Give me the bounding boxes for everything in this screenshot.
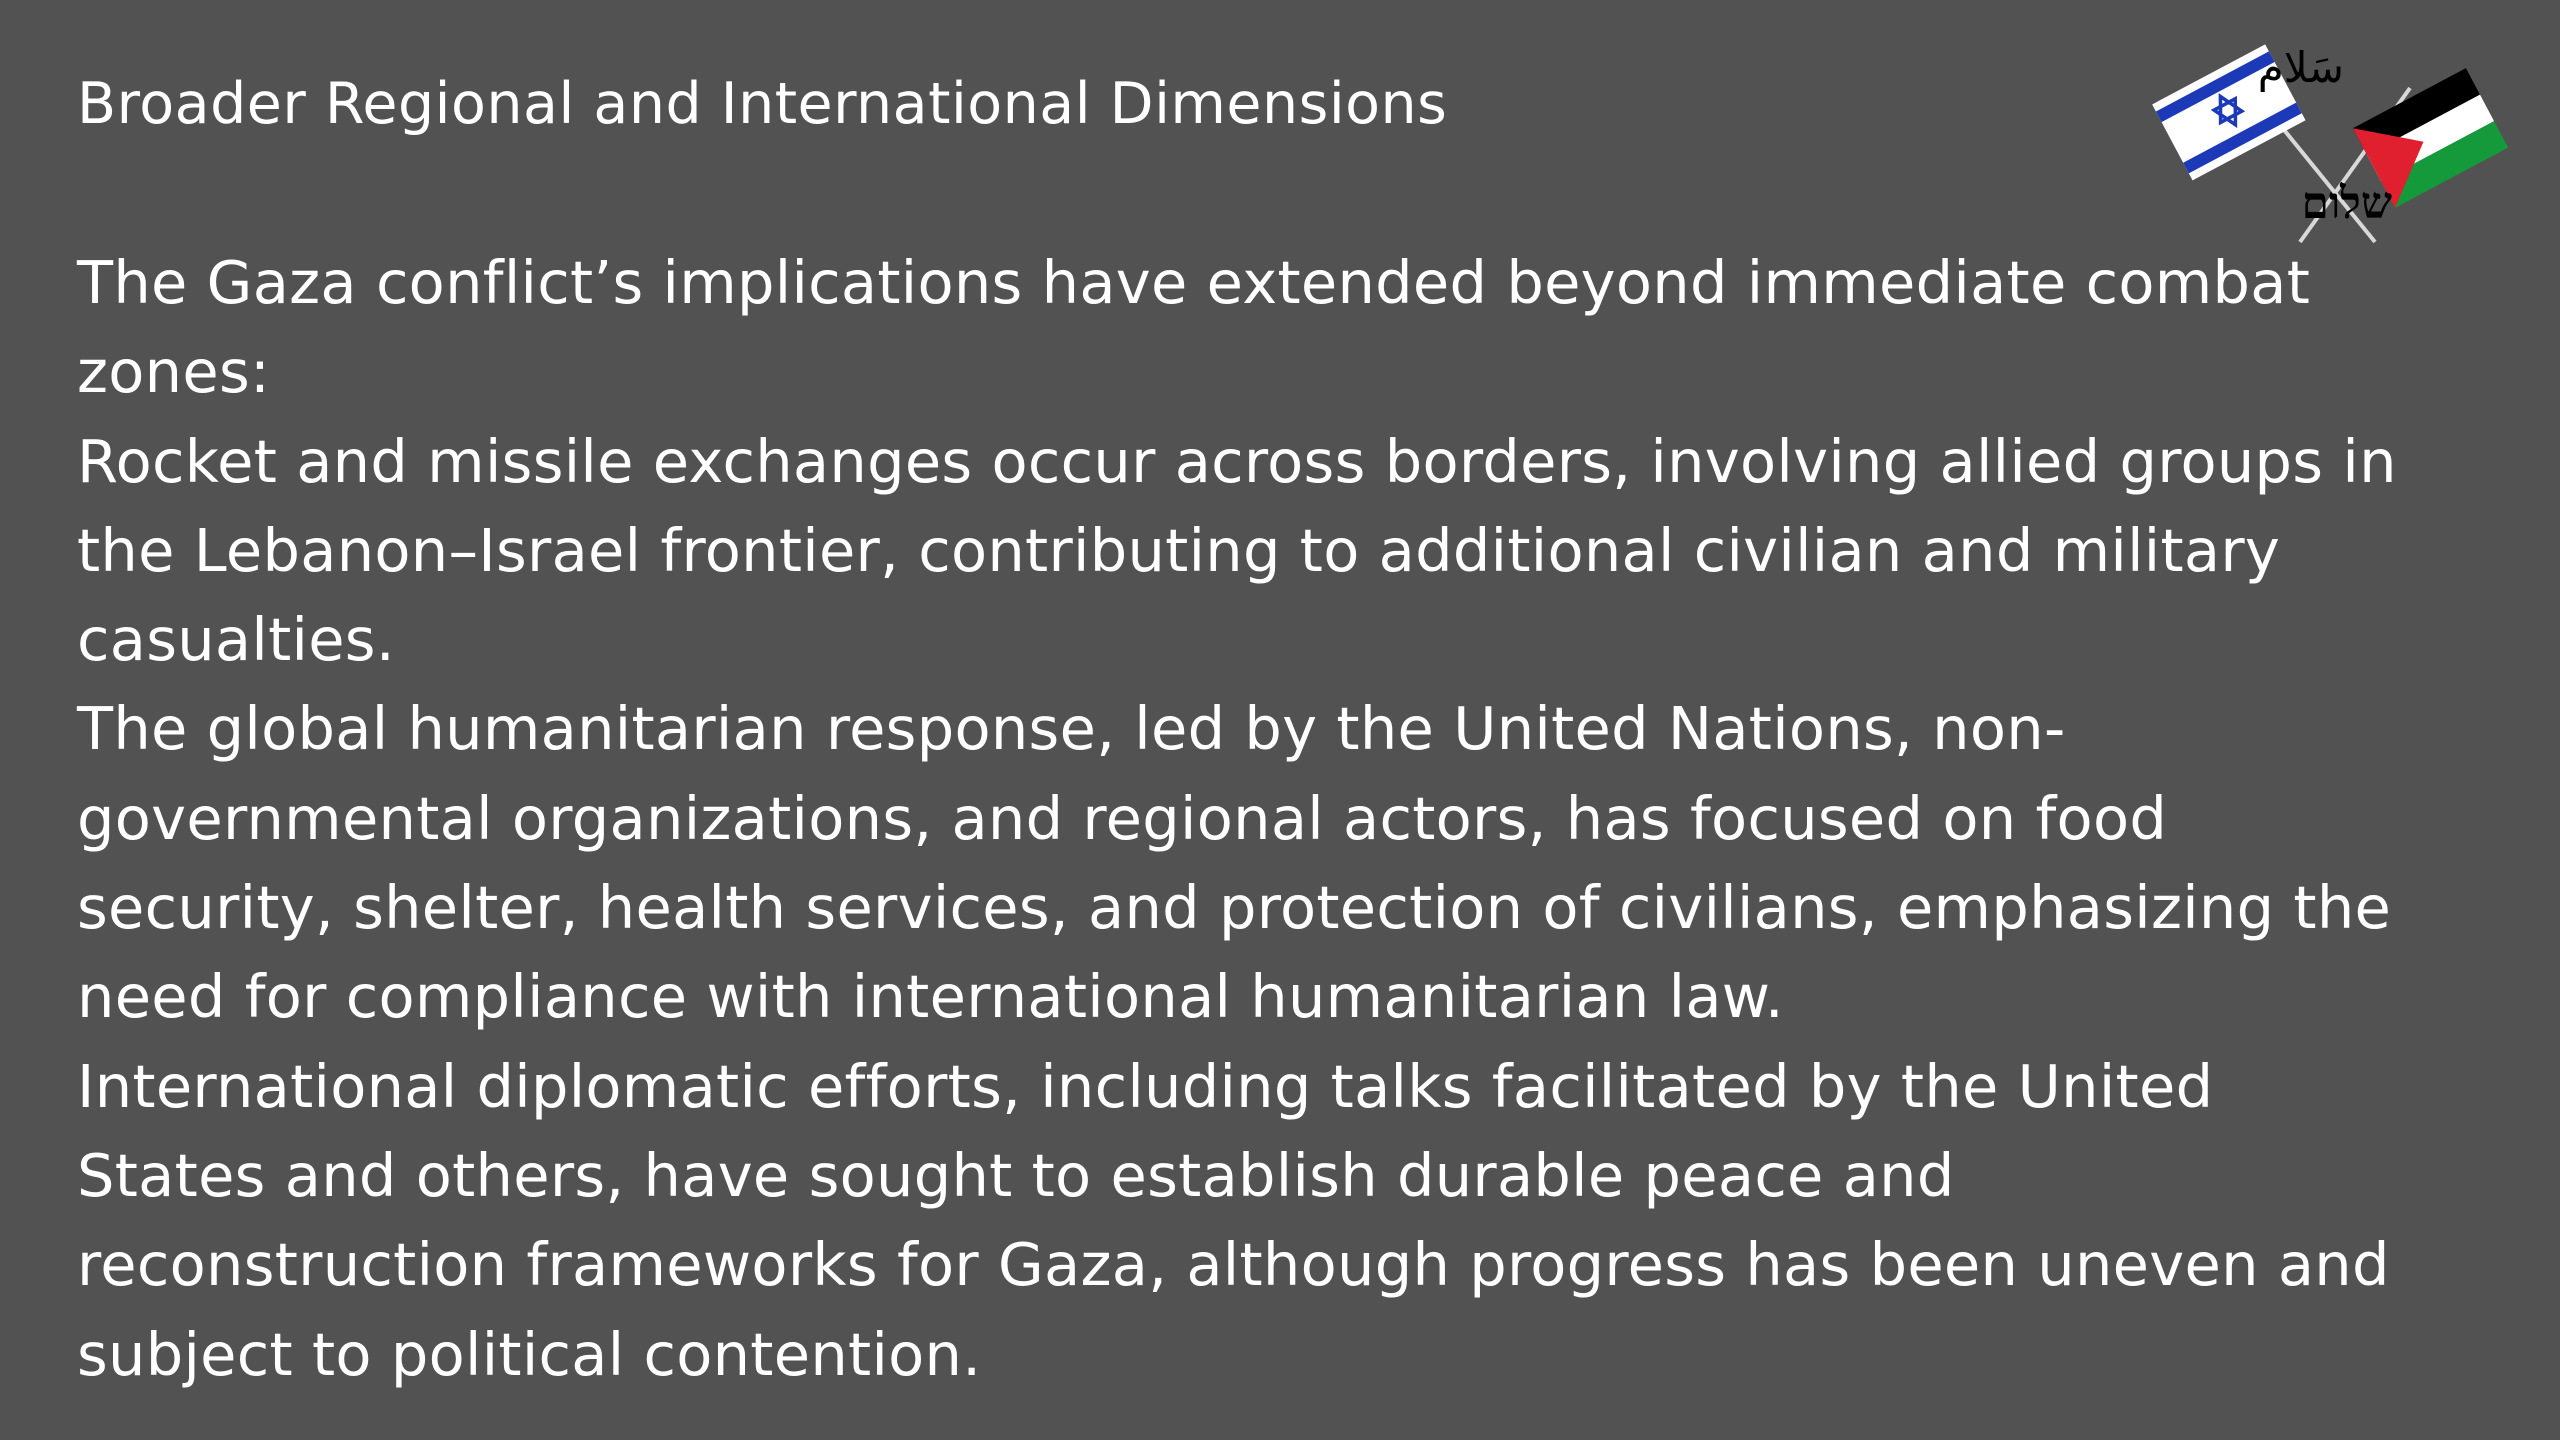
slide-heading: Broader Regional and International Dimensions (77, 71, 1448, 137)
paragraph-intro: The Gaza conflict’s implications have extended beyond immediate combat zones: (77, 248, 2311, 407)
peace-flags-logo (2150, 40, 2520, 250)
arabic-peace-text: سَلام (2257, 43, 2344, 92)
paragraph-rocket-exchanges: Rocket and missile exchanges occur across borders, involving allied groups in the Lebanon–Israel frontier, contributing to additional civilian and military casualties. (77, 426, 2397, 675)
hebrew-peace-text: שלום (2301, 178, 2392, 229)
paragraph-humanitarian-response: The global humanitarian response, led by the United Nations, non-governmental organizations, and regional actors, has focused on food security, shelter, health services, and protection of civilians, emphasizing the need for compliance with international humanitarian law. (77, 694, 2392, 1032)
crossed-flags-icon (2150, 40, 2520, 250)
slide-body (77, 238, 2397, 1399)
paragraph-diplomatic-efforts: International diplomatic efforts, including talks facilitated by the United States and others, have sought to establish durable peace and reconstruction frameworks for Gaza, although progress has been uneven and subject to political contention. (77, 1051, 2390, 1389)
